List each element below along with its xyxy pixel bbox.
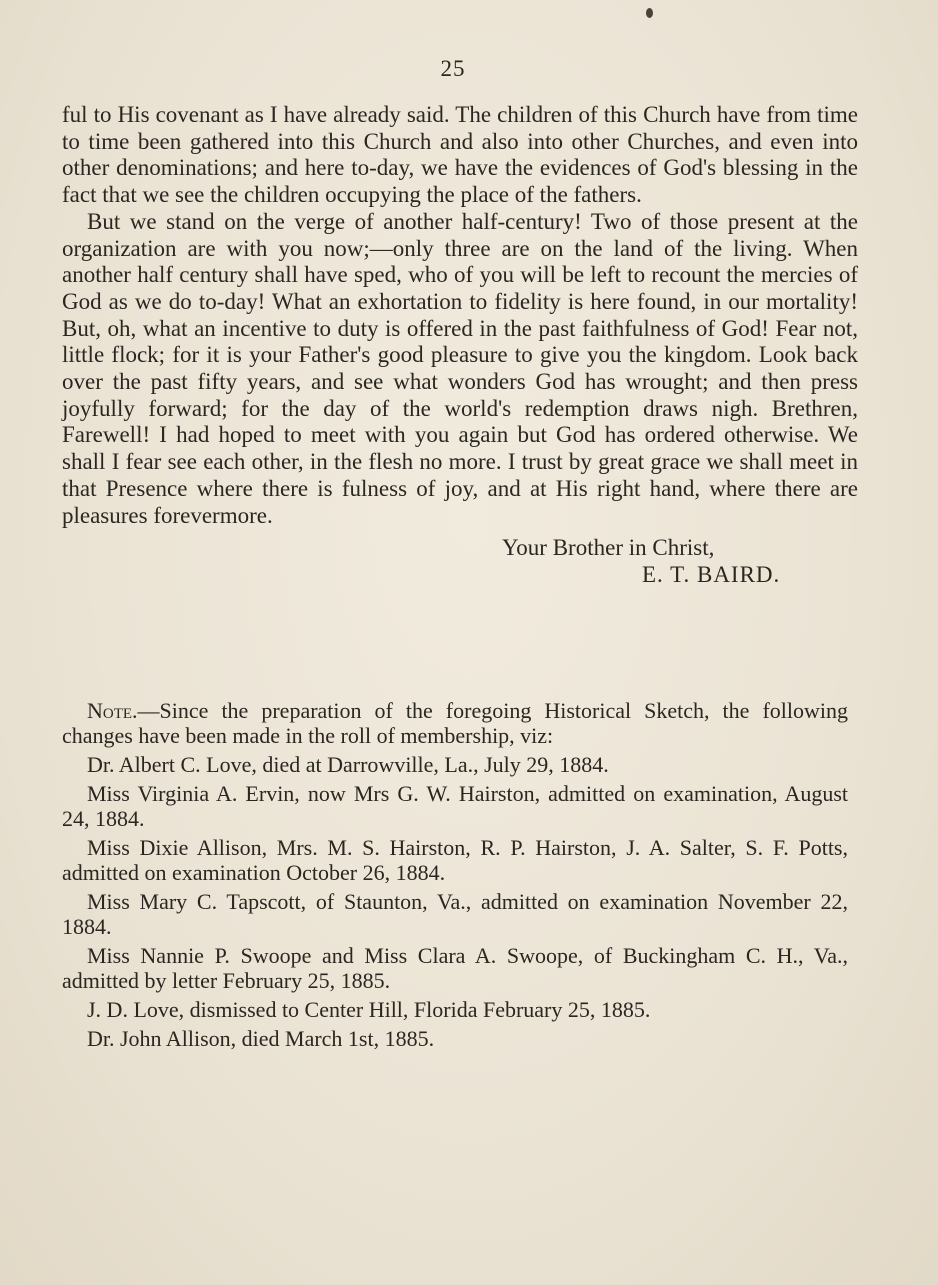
- note-entry: J. D. Love, dismissed to Center Hill, Florida February 25, 1885.: [87, 997, 651, 1022]
- letter-body: [62, 102, 858, 589]
- note-label: Note.: [87, 698, 138, 723]
- closing-salutation: Your Brother in Christ,: [502, 535, 715, 561]
- page-number: 25: [440, 56, 466, 81]
- note-entry: Dr. John Allison, died March 1st, 1885.: [87, 1026, 435, 1051]
- note-entry: Miss Dixie Allison, Mrs. M. S. Hairston, R. P. Hairston, J. A. Salter, S. F. Potts, admitted on examination October 26, 1884.: [62, 835, 848, 885]
- note-entry: Miss Nannie P. Swoope and Miss Clara A. Swoope, of Buckingham C. H., Va., admitted by letter February 25, 1885.: [62, 943, 848, 993]
- note-intro-paragraph: [62, 698, 848, 748]
- membership-note: [62, 698, 848, 1055]
- note-intro: —Since the preparation of the foregoing Historical Sketch, the following changes have been made in the roll of membership, viz:: [62, 698, 848, 748]
- signature: E. T. BAIRD.: [642, 561, 781, 587]
- note-entry: Miss Virginia A. Ervin, now Mrs G. W. Hairston, admitted on examination, August 24, 1884.: [62, 781, 848, 831]
- ink-blot: [646, 8, 653, 18]
- note-entry: Miss Mary C. Tapscott, of Staunton, Va., admitted on examination November 22, 1884.: [62, 889, 848, 939]
- letter-paragraph-2: But we stand on the verge of another half-century! Two of those present at the organization are with you now;—only three are on the land of the living. When another half century shall have sped, who of you will be left to recount the mercies of God as we do to-day! What an exhortation to fidelity is here found, in our mortality! But, oh, what an incentive to duty is offered in the past faithfulness of God! Fear not, little flock; for it is your Father's good pleasure to give you the kingdom. Look back over the past fifty years, and see what wonders God has wrought; and then press joyfully forward; for the day of the world's redemption draws nigh. Brethren, Farewell! I had hoped to meet with you again but God has ordered otherwise. We shall I fear see each other, in the flesh no more. I trust by great grace we shall meet in that Presence where there is fulness of joy, and at His right hand, where there are pleasures forevermore.: [62, 208, 858, 528]
- letter-closing: [62, 535, 858, 588]
- note-entry: Dr. Albert C. Love, died at Darrowville, La., July 29, 1884.: [87, 752, 609, 777]
- letter-paragraph-1: ful to His covenant as I have already said. The children of this Church have from time to time been gathered into this Church and also into other Churches, and even into other denominations; and here to-day, we have the evidences of God's blessing in the fact that we see the children occupying the place of the fathers.: [62, 102, 858, 208]
